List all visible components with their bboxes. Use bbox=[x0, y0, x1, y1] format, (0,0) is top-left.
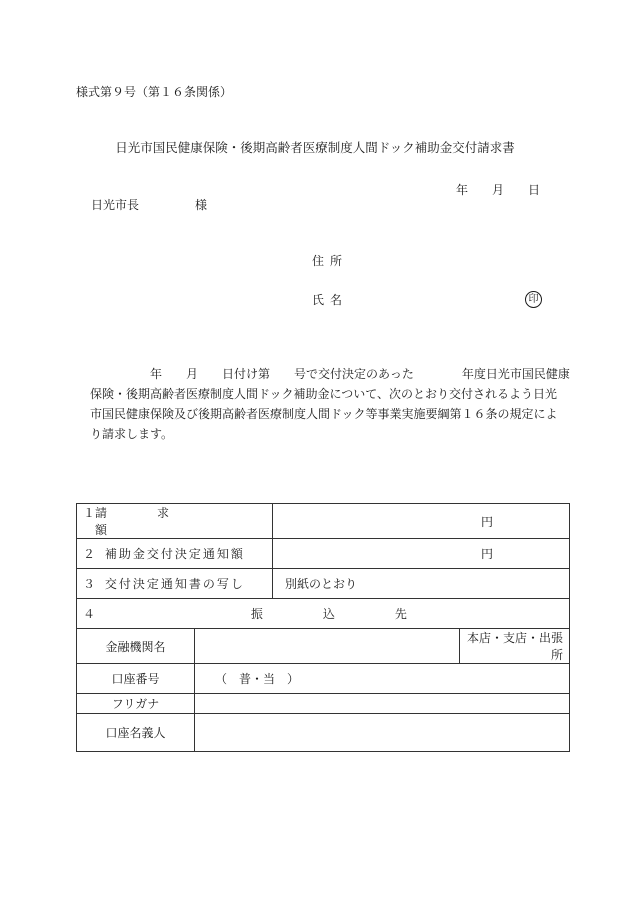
row-number: ４ bbox=[83, 607, 96, 621]
request-table bbox=[76, 503, 570, 752]
bank-name-field[interactable] bbox=[195, 629, 460, 664]
document-title: 日光市国民健康保険・後期高齢者医療制度人間ドック補助金交付請求書 bbox=[115, 140, 515, 155]
table-row bbox=[77, 569, 570, 599]
notice-copy-label: 交付決定通知書の写し bbox=[104, 577, 245, 591]
notified-amount-label-cell bbox=[77, 539, 273, 569]
bank-name-label: 金融機関名 bbox=[77, 629, 195, 664]
table-row bbox=[77, 664, 570, 694]
attached-note: 別紙のとおり bbox=[285, 577, 358, 591]
statement-line: り請求します。 bbox=[90, 427, 174, 441]
yen-unit: 円 bbox=[481, 547, 494, 561]
row-number: ３ bbox=[83, 577, 96, 591]
account-number-field[interactable] bbox=[195, 664, 570, 694]
date-year: 年 bbox=[456, 183, 469, 197]
notice-copy-value bbox=[273, 569, 570, 599]
account-holder-field[interactable] bbox=[195, 714, 570, 752]
row-number: １ bbox=[83, 506, 96, 520]
account-holder-label: 口座名義人 bbox=[77, 714, 195, 752]
statement-line: 年 月 日付け第 号で交付決定のあった 年度日光市国民健康 bbox=[90, 367, 570, 381]
claim-amount-label: 請求額 bbox=[95, 506, 220, 537]
table-row bbox=[77, 629, 570, 664]
furigana-label: フリガナ bbox=[77, 694, 195, 714]
notified-amount-field[interactable] bbox=[273, 539, 570, 569]
table-row bbox=[77, 694, 570, 714]
claim-amount-field[interactable] bbox=[273, 504, 570, 539]
address-label: 住所 bbox=[312, 254, 349, 268]
transfer-destination-header bbox=[77, 599, 570, 629]
account-type-options[interactable]: （ 普・当 ） bbox=[215, 672, 300, 686]
form-number: 様式第９号（第１６条関係） bbox=[76, 85, 233, 99]
notice-copy-label-cell bbox=[77, 569, 273, 599]
name-label: 氏名 bbox=[312, 293, 349, 307]
table-row bbox=[77, 504, 570, 539]
claim-amount-label-cell bbox=[77, 504, 273, 539]
addressee: 日光市長 bbox=[91, 198, 140, 212]
honorific: 様 bbox=[195, 198, 208, 212]
transfer-destination-label: 振込先 bbox=[250, 607, 467, 621]
date-day: 日 bbox=[528, 183, 541, 197]
seal-mark-icon: 印 bbox=[525, 291, 542, 308]
account-number-label: 口座番号 bbox=[77, 664, 195, 694]
table-row bbox=[77, 714, 570, 752]
yen-unit: 円 bbox=[481, 514, 494, 529]
statement-line: 市国民健康保険及び後期高齢者医療制度人間ドック等事業実施要綱第１６条の規定によ bbox=[90, 407, 558, 421]
table-row bbox=[77, 599, 570, 629]
notified-amount-label: 補助金交付決定通知額 bbox=[104, 547, 245, 561]
statement-line: 保険・後期高齢者医療制度人間ドック補助金について、次のとおり交付されるよう日光 bbox=[90, 387, 558, 401]
date-month: 月 bbox=[492, 183, 505, 197]
row-number: ２ bbox=[83, 547, 96, 561]
request-statement bbox=[90, 364, 570, 444]
furigana-field[interactable] bbox=[195, 694, 570, 714]
table-row bbox=[77, 539, 570, 569]
branch-type-options[interactable]: 本店・支店・出張所 bbox=[460, 629, 570, 664]
